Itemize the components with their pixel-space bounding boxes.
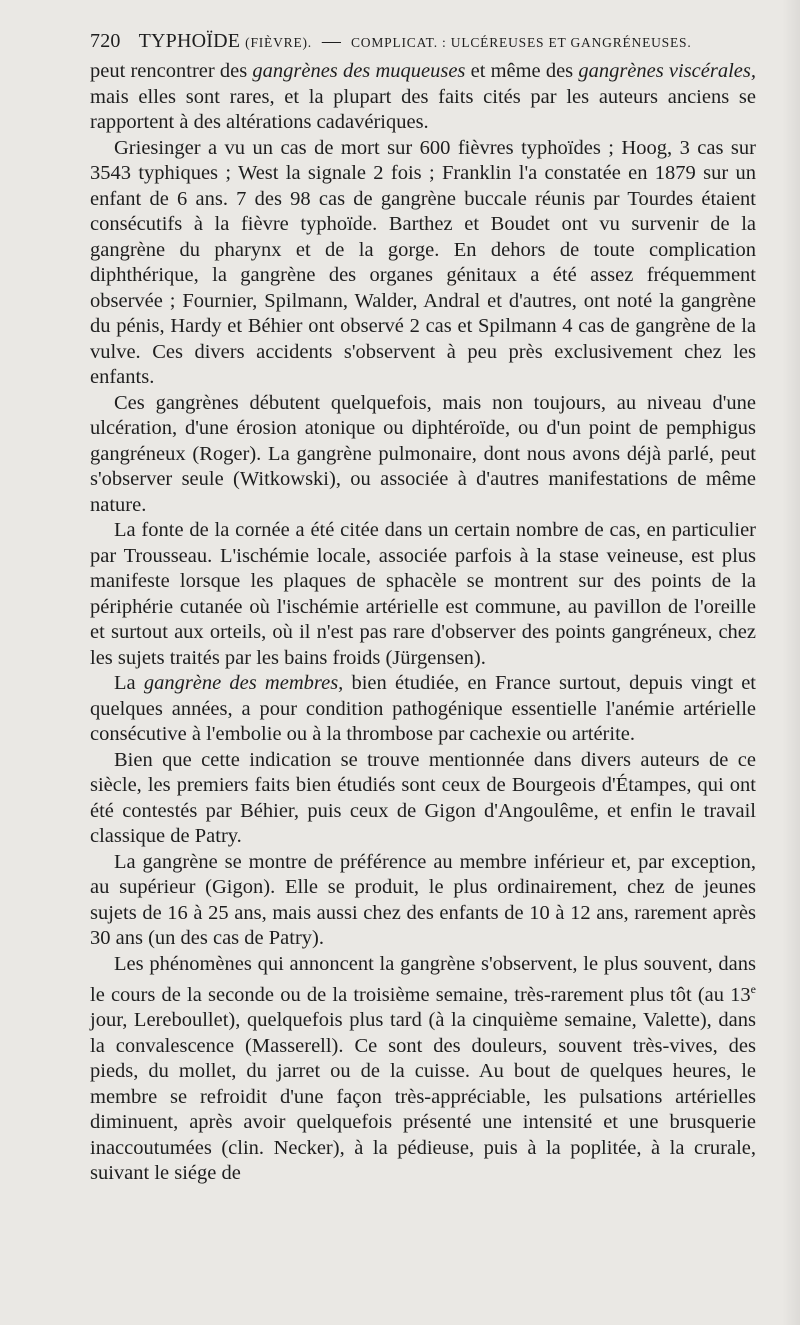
text-run: peut rencontrer des: [90, 60, 253, 82]
page-edge-shadow: [782, 0, 800, 1325]
text-run: bien étudiée, en France surtout, depuis vingt et quelques années, a pour condition pathogénique essentielle l'anémie artérielle consécutive à l'embolie ou à la thrombose par cachexie ou artérite.: [90, 672, 757, 745]
text-run: Bien que cette indication se trouve mentionnée dans divers auteurs de ce siècle, les premiers faits bien étudiés sont ceux de Bourgeois d'Étampes, qui ont été contestés par Béhier, puis ceux de Gigon d'Angoulême, et enfin le travail classique de Patry.: [90, 748, 756, 847]
text-run: La: [114, 672, 144, 694]
italic-term: gangrène des membres,: [143, 672, 344, 694]
paragraph: [90, 671, 756, 748]
paragraph: [90, 136, 756, 391]
header-section: COMPLICAT. : ULCÉREUSES ET GANGRÉNEUSES.: [351, 35, 692, 50]
page-number: 720: [90, 30, 121, 52]
italic-term: gangrènes des muqueuses: [252, 60, 466, 82]
paragraph: [90, 59, 756, 136]
header-dash: —: [321, 31, 342, 52]
paragraph: [90, 952, 756, 1187]
text-run: Ces gangrènes débutent quelquefois, mais non toujours, au niveau d'une ulcération, d'une érosion atonique ou diphtéroïde, ou d'un point de pemphigus gangréneux (Roger). La gangrène pulmonaire, dont nous avons déjà parlé, peut s'observer seule (Witkowski), ou associée à d'autres manifestations de même nature.: [90, 391, 756, 516]
text-run: mais elles sont rares, et la plupart des faits cités par les auteurs anciens se rapportent à des altérations cadavériques.: [90, 85, 756, 133]
running-header: [90, 30, 756, 53]
paragraph: [90, 391, 756, 519]
text-run: jour, Lereboullet), quelquefois plus tard (à la cinquième semaine, Valette), dans la convalescence (Masserell). Ce sont des douleurs, souvent très-vives, des pieds, du mollet, du jarret ou de la cuisse. Au bout de quelques heures, le membre se refroidit d'une façon très-appréciable, les pulsations artérielles diminuent, après avoir quelquefois présenté une intensité et une brusquerie inaccoutumées (clin. Necker), à la pédieuse, puis à la poplitée, à la crurale, suivant le siége de: [90, 1009, 756, 1185]
superscript: e: [750, 982, 756, 996]
text-run: Les phénomènes qui annoncent la gangrène s'observent, le plus souvent, dans le cours de la seconde ou de la troisième semaine, très-rarement plus tôt (au 13: [90, 952, 756, 1006]
paragraph: [90, 518, 756, 671]
header-subtitle: (FIÈVRE).: [245, 35, 312, 50]
text-run: et même des: [465, 60, 579, 82]
paragraph: [90, 748, 756, 850]
text-run: Griesinger a vu un cas de mort sur 600 fièvres typhoïdes ; Hoog, 3 cas sur 3543 typhiques ; West la signale 2 fois ; Franklin l'a constatée en 1879 sur un enfant de 6 ans. 7 des 98 cas de gangrène buccale réunis par Tourdes étaient consécutifs à la fièvre typhoïde. Barthez et Boudet ont vu survenir de la gangrène du pharynx et de la gorge. En dehors de toute complication diphthérique, la gangrène des organes génitaux a été assez fréquemment observée ; Fournier, Spilmann, Walder, Andral et d'autres, ont noté la gangrène du pénis, Hardy et Béhier ont observé 2 cas et Spilmann 4 cas de gangrène de la vulve. Ces divers accidents s'observent à peu près exclusivement chez les enfants.: [90, 136, 756, 388]
italic-term: gangrènes viscérales,: [578, 60, 756, 82]
header-title: TYPHOÏDE: [138, 30, 241, 52]
text-run: La gangrène se montre de préférence au membre inférieur et, par exception, au supérieur (Gigon). Elle se produit, le plus ordinairement, chez de jeunes sujets de 16 à 25 ans, mais aussi chez des enfants de 10 à 12 ans, rarement après 30 ans (un des cas de Patry).: [90, 850, 756, 949]
paragraph: [90, 850, 756, 952]
body-text: [90, 59, 756, 1187]
text-run: La fonte de la cornée a été citée dans un certain nombre de cas, en particulier par Trousseau. L'ischémie locale, associée parfois à la stase veineuse, est plus manifeste lorsque les plaques de sphacèle se montrent sur des points de la périphérie cutanée où l'ischémie artérielle est commune, au pavillon de l'oreille et surtout aux orteils, où il n'est pas rare d'observer des points gangréneux, chez les sujets traités par les bains froids (Jürgensen).: [90, 519, 756, 669]
